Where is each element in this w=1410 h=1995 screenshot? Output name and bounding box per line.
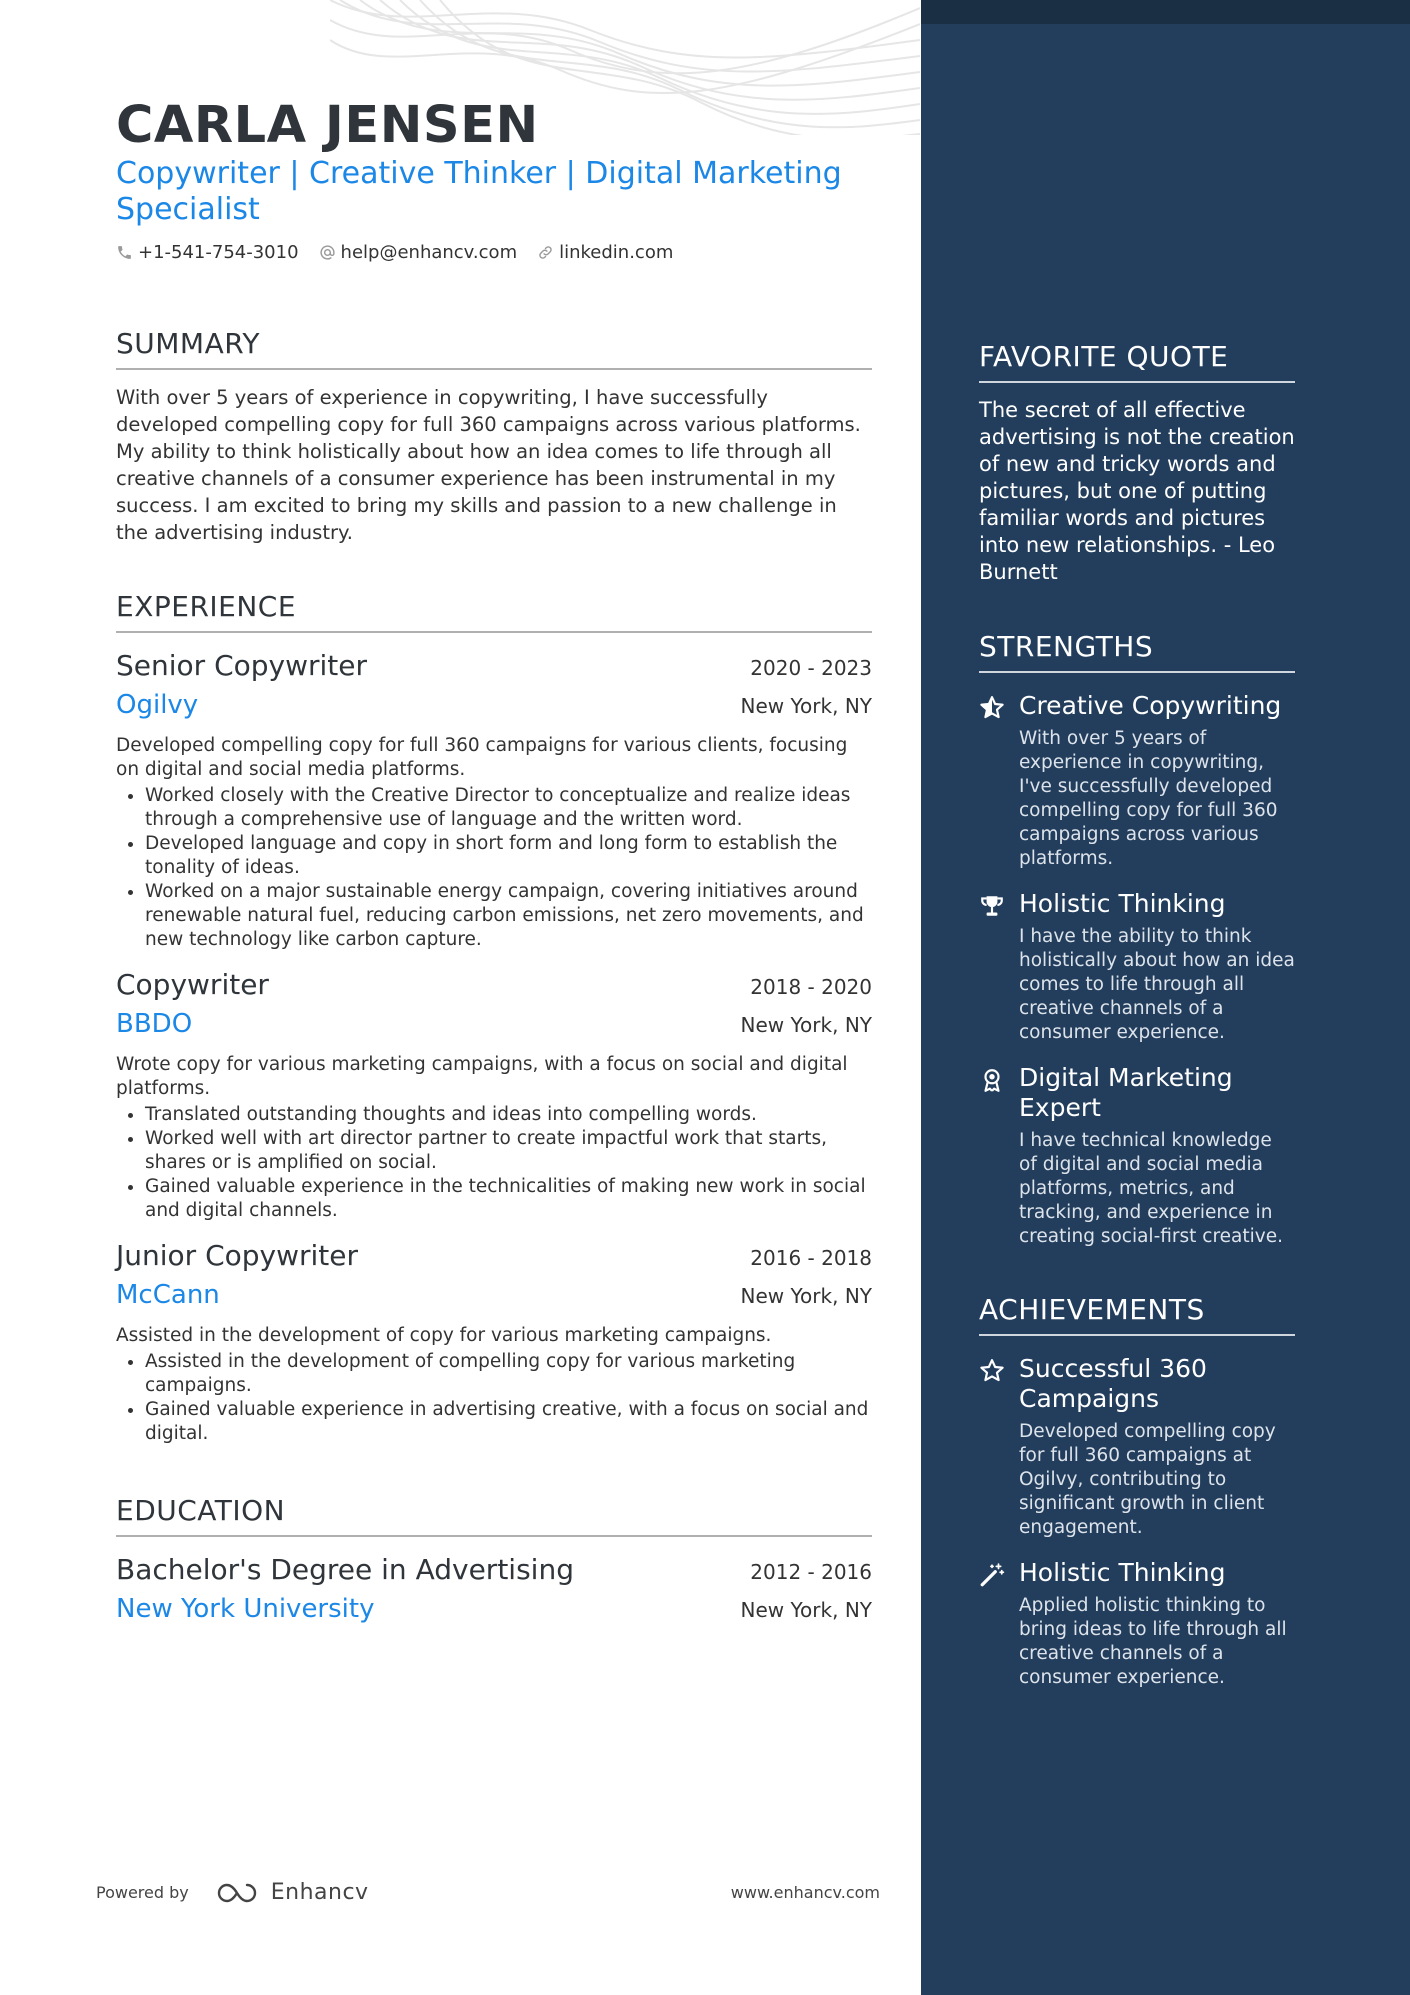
brand-logo[interactable] — [215, 1880, 369, 1905]
job-description: Assisted in the development of copy for various marketing campaigns. — [116, 1325, 772, 1347]
at-icon — [319, 244, 336, 261]
job-dates: 2018 - 2020 — [750, 975, 872, 1000]
job-title: Copywriter — [116, 968, 269, 1002]
strength-title: Digital Marketing Expert — [1019, 1063, 1233, 1122]
strength-description: I have the ability to think holistically about how an idea comes to life through all creative channels of a consumer experience. — [1019, 926, 1295, 1043]
strength-title: Creative Copywriting — [1019, 691, 1282, 720]
job-description: Developed compelling copy for full 360 campaigns for various clients, focusing on digital and social media platforms. — [116, 735, 848, 781]
sidebar — [921, 0, 1410, 1995]
job-company: McCann — [116, 1280, 220, 1311]
job-entry — [116, 649, 872, 952]
job-bullet: • Worked closely with the Creative Director to conceptualize and realize ideas through a comprehensive use of language and the written word. — [145, 784, 872, 832]
job-bullet: • Assisted in the development of compelling copy for various marketing campaigns. — [145, 1350, 872, 1398]
award-icon — [979, 1067, 1005, 1093]
email-text: help@enhancv.com — [340, 242, 518, 264]
job-bullet: • Gained valuable experience in advertising creative, with a focus on social and digital. — [145, 1398, 872, 1446]
strengths-section — [979, 630, 1295, 1249]
star-half-icon — [979, 695, 1005, 721]
job-bullet: • Translated outstanding thoughts and ideas into compelling words. — [145, 1103, 872, 1127]
job-location: New York, NY — [740, 694, 872, 719]
link-text: linkedin.com — [559, 242, 674, 264]
powered-by-label: Powered by — [96, 1883, 189, 1902]
achievements-heading: ACHIEVEMENTS — [979, 1293, 1295, 1336]
job-entry — [116, 968, 872, 1223]
website-link[interactable]: www.enhancv.com — [730, 1883, 880, 1902]
job-bullet: • Worked on a major sustainable energy campaign, covering initiatives around renewable natural fuel, reducing carbon emissions, net zero movements, and new technology like carbon capture. — [145, 880, 872, 952]
job-title: Junior Copywriter — [116, 1239, 359, 1273]
sidebar-content — [979, 340, 1295, 1690]
achievement-title: Holistic Thinking — [1019, 1558, 1226, 1587]
main-column — [116, 95, 872, 1624]
achievement-description: Developed compelling copy for full 360 campaigns at Ogilvy, contributing to significant growth in client engagement. — [1019, 1421, 1276, 1538]
powered-by — [96, 1880, 369, 1905]
strength-description: I have technical knowledge of digital and social media platforms, metrics, and tracking, and experience in creating social-first creative. — [1019, 1130, 1283, 1247]
job-description: Wrote copy for various marketing campaigns, with a focus on social and digital platforms. — [116, 1054, 848, 1100]
education-heading: EDUCATION — [116, 1494, 872, 1537]
job-bullet: • Developed language and copy in short form and long form to establish the tonality of ideas. — [145, 832, 872, 880]
trophy-icon — [979, 893, 1005, 919]
summary-heading: SUMMARY — [116, 327, 872, 370]
job-dates: 2016 - 2018 — [750, 1246, 872, 1271]
brand-name: Enhancv — [270, 1880, 369, 1905]
job-company: BBDO — [116, 1009, 193, 1040]
contact-phone[interactable] — [116, 242, 299, 263]
education-dates: 2012 - 2016 — [750, 1560, 872, 1585]
job-bullets — [116, 1103, 872, 1223]
job-bullet: • Worked well with art director partner to create impactful work that starts, shares or is amplified on social. — [145, 1127, 872, 1175]
strength-title: Holistic Thinking — [1019, 889, 1226, 918]
sidebar-top-band — [921, 0, 1410, 24]
contact-row — [116, 242, 872, 263]
degree-title: Bachelor's Degree in Advertising — [116, 1553, 574, 1587]
candidate-name: CARLA JENSEN — [116, 96, 539, 155]
quote-section — [979, 340, 1295, 586]
experience-heading: EXPERIENCE — [116, 590, 872, 633]
school-location: New York, NY — [740, 1598, 872, 1623]
achievement-title: Successful 360 Campaigns — [1019, 1354, 1207, 1413]
job-bullets — [116, 1350, 872, 1446]
summary-text: With over 5 years of experience in copywriting, I have successfully developed compelling copy for full 360 campaigns across various platforms. My ability to think holistically about how an idea comes to life through all creative channels of a consumer experience has been instrumental in my success. I am excited to bring my skills and passion to a new challenge in the advertising industry. — [116, 386, 861, 545]
education-entry — [116, 1553, 872, 1624]
achievement-description: Applied holistic thinking to bring ideas to life through all creative channels of a consumer experience. — [1019, 1595, 1287, 1688]
summary-section — [116, 327, 872, 546]
job-entry — [116, 1239, 872, 1446]
achievement-item — [979, 1558, 1295, 1690]
achievements-section — [979, 1293, 1295, 1690]
footer — [96, 1880, 880, 1905]
phone-text: +1-541-754-3010 — [138, 242, 299, 264]
job-bullet: • Gained valuable experience in the technicalities of making new work in social and digital channels. — [145, 1175, 872, 1223]
job-location: New York, NY — [740, 1013, 872, 1038]
enhancv-logo-icon — [215, 1882, 261, 1904]
job-location: New York, NY — [740, 1284, 872, 1309]
job-bullets — [116, 784, 872, 952]
experience-section — [116, 590, 872, 1446]
strength-item — [979, 1063, 1295, 1249]
strength-item — [979, 889, 1295, 1045]
strength-item — [979, 691, 1295, 871]
quote-text: The secret of all effective advertising is not the creation of new and tricky words and pictures, but one of putting familiar words and pictures into new relationships. - Leo Burnett — [979, 398, 1295, 584]
education-section — [116, 1494, 872, 1624]
job-dates: 2020 - 2023 — [750, 656, 872, 681]
phone-icon — [116, 244, 133, 261]
candidate-title: Copywriter | Creative Thinker | Digital Marketing Specialist — [116, 156, 842, 228]
strengths-heading: STRENGTHS — [979, 630, 1295, 673]
contact-link[interactable] — [537, 242, 673, 263]
job-company: Ogilvy — [116, 690, 199, 721]
achievement-item — [979, 1354, 1295, 1540]
link-icon — [537, 244, 554, 261]
magic-wand-icon — [979, 1562, 1005, 1588]
strength-description: With over 5 years of experience in copywriting, I've successfully developed compelling copy for full 360 campaigns across various platforms. — [1019, 728, 1278, 869]
job-title: Senior Copywriter — [116, 649, 368, 683]
school-name: New York University — [116, 1594, 375, 1625]
quote-heading: FAVORITE QUOTE — [979, 340, 1295, 383]
contact-email[interactable] — [319, 242, 518, 263]
star-icon — [979, 1358, 1005, 1384]
